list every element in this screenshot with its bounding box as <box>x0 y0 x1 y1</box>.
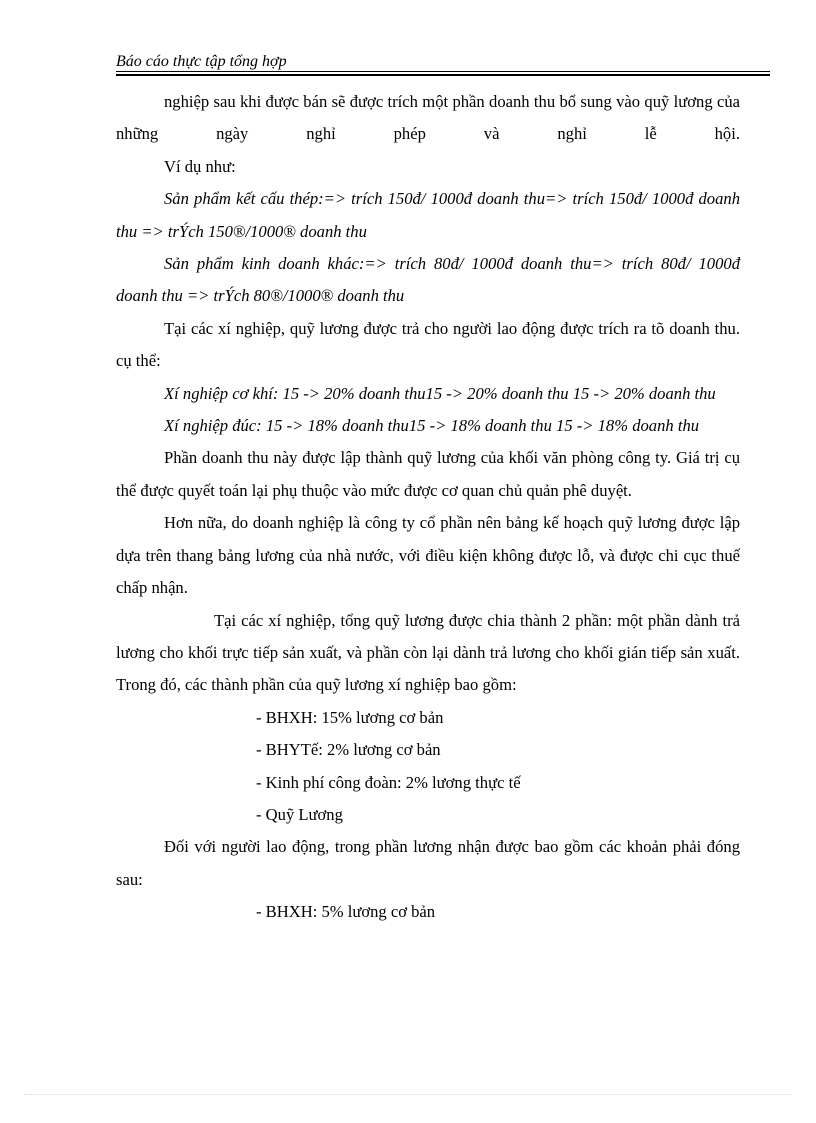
document-body <box>116 86 740 929</box>
paragraph-office-fund: Phần doanh thu này được lập thành quỹ lương của khối văn phòng công ty. Giá trị cụ thể được quyết toán lại phụ thuộc vào mức được cơ quan chủ quản phê duyệt. <box>116 448 740 500</box>
list-item: - Quỹ Lương <box>256 804 343 824</box>
list-item: - Kinh phí công đoàn: 2% lương thực tế <box>256 772 521 792</box>
paragraph-enterprise-fund: Tại các xí nghiệp, quỹ lương được trả cho người lao động được trích ra tõ doanh thu. cụ thể: <box>116 318 740 371</box>
paragraph-joint-stock: Hơn nữa, do doanh nghiệp là công ty cổ phần nên bảng kế hoạch quỹ lương được lập dựa trên thang bảng lương của nhà nước, với điều kiện không được lỗ, và được chi cục thuế chấp nhận. <box>116 513 740 598</box>
paragraph-fund-split: Tại các xí nghiệp, tổng quỹ lương được chia thành 2 phần: một phần dành trả lương cho khối trực tiếp sản xuất, và phần còn lại dành trả lương cho khối gián tiếp sản xuất. Trong đó, các thành phần của quỹ lương xí nghiệp bao gồm: <box>116 610 740 695</box>
page-bottom-border <box>24 1094 792 1095</box>
paragraph-steel-products: Sản phẩm kết cấu thép:=> trích 150đ/ 1000đ doanh thu=> trích 150đ/ 1000đ doanh thu => trÝch 150®/1000® doanh thu <box>116 189 740 241</box>
page-header <box>116 52 770 72</box>
list-item: - BHXH: 5% lương cơ bản <box>256 902 436 922</box>
header-rule-thick <box>116 74 770 76</box>
paragraph-mechanical-enterprise: Xí nghiệp cơ khí: 15 -> 20% doanh thu15 -> 20% doanh thu 15 -> 20% doanh thu <box>164 383 716 403</box>
paragraph-1: nghiệp sau khi được bán sẽ được trích một phần doanh thu bổ sung vào quỹ lương của những ngày nghỉ phép và nghỉ lễ hội. <box>116 92 740 144</box>
paragraph-example-intro: Ví dụ như: <box>164 156 236 176</box>
list-item: - BHYTế: 2% lương cơ bản <box>256 740 441 760</box>
header-title: Báo cáo thực tập tổng hợp <box>116 53 287 70</box>
paragraph-other-products: Sản phẩm kinh doanh khác:=> trích 80đ/ 1000đ doanh thu=> trích 80đ/ 1000đ doanh thu => trÝch 80®/1000® doanh thu <box>116 254 740 306</box>
paragraph-employee-deductions: Đối với người lao động, trong phần lương nhận được bao gồm các khoản phải đóng sau: <box>116 837 740 889</box>
list-item: - BHXH: 15% lương cơ bản <box>256 707 444 727</box>
header-rule-thin <box>116 71 770 72</box>
paragraph-casting-enterprise: Xí nghiệp đúc: 15 -> 18% doanh thu15 -> 18% doanh thu 15 -> 18% doanh thu <box>164 416 700 436</box>
